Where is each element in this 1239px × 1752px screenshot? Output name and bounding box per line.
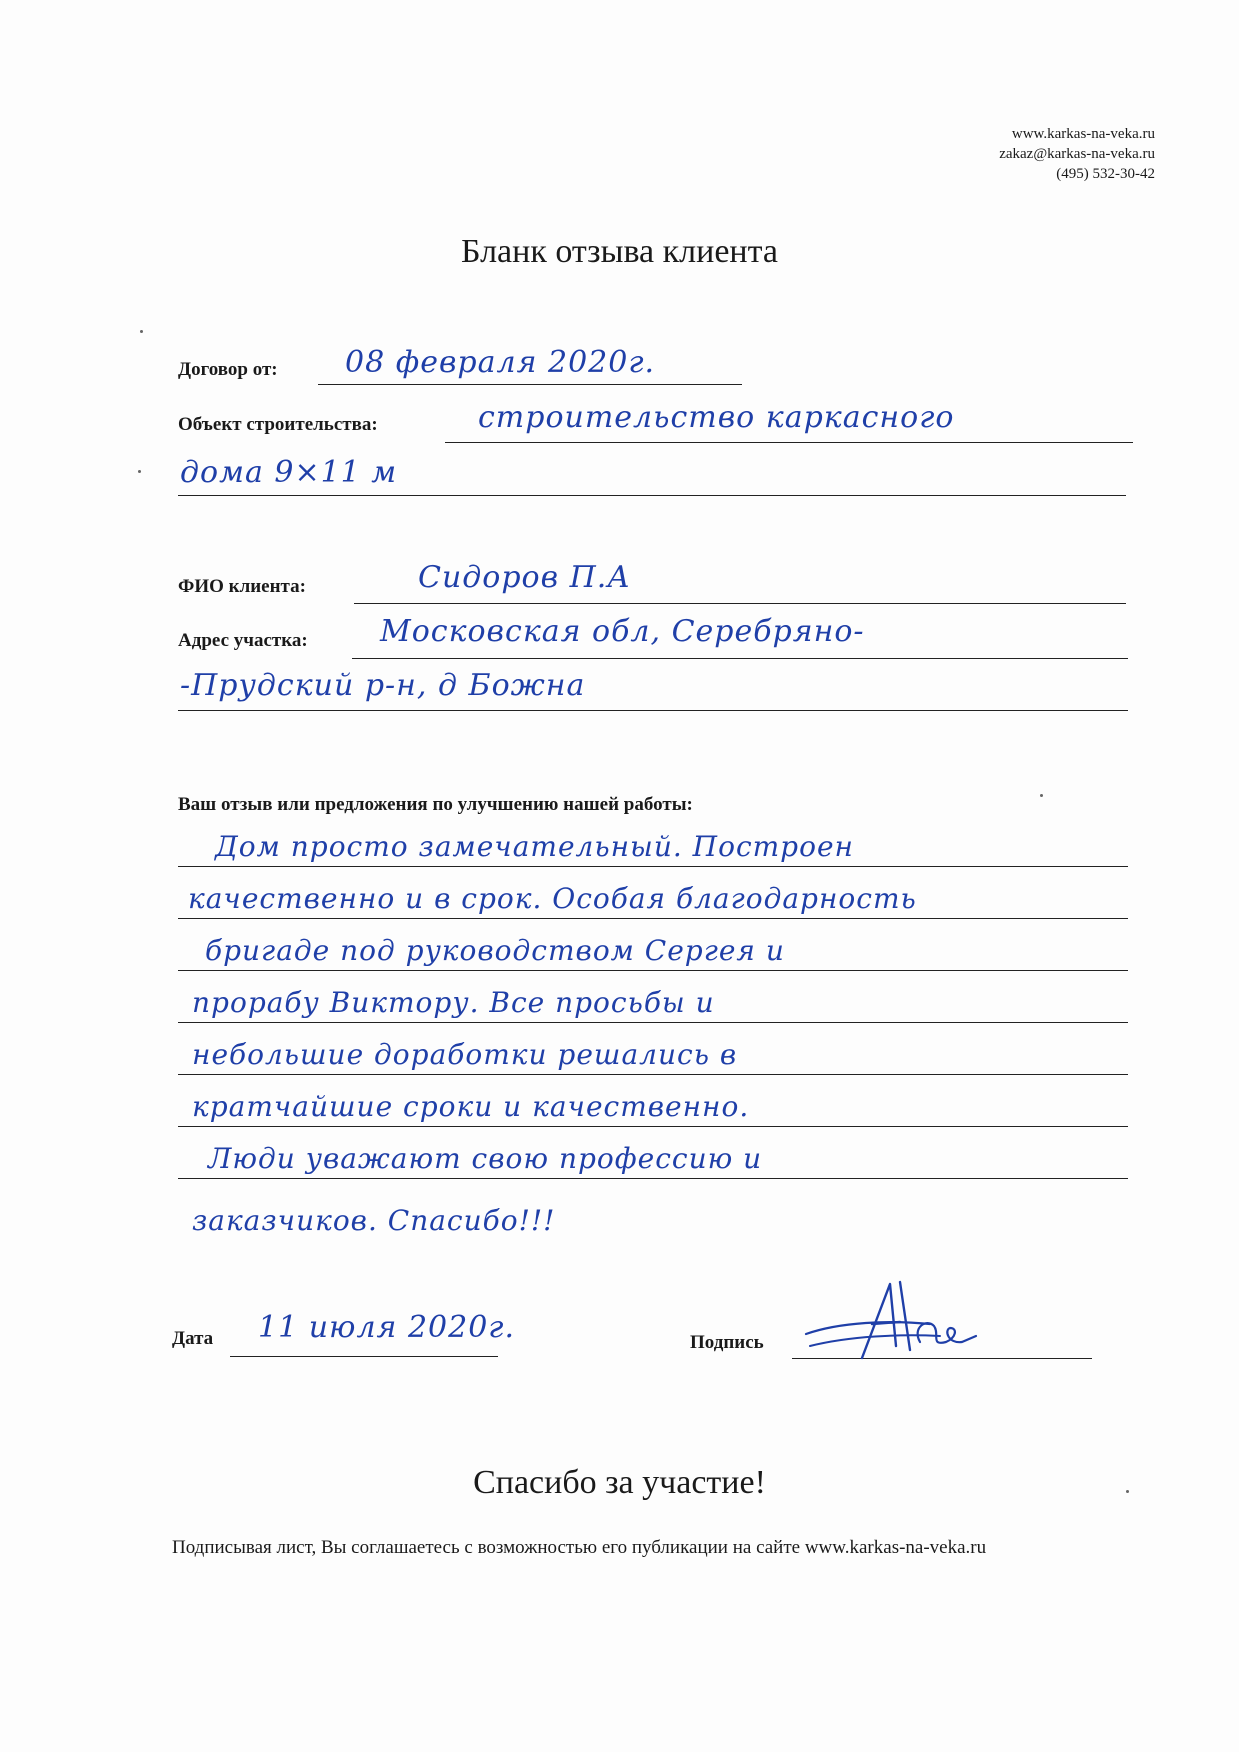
review-text-line: заказчиков. Спасибо!!! <box>192 1204 556 1237</box>
date-label: Дата <box>172 1328 214 1349</box>
review-label: Ваш отзыв или предложения по улучшению нашей работы: <box>178 794 693 815</box>
client-line <box>354 603 1126 604</box>
signature-label: Подпись <box>690 1332 764 1353</box>
contract-label: Договор от: <box>178 359 278 380</box>
object-value-line-2: дома 9×11 м <box>180 455 398 490</box>
object-line-1 <box>445 442 1133 443</box>
review-text-line: кратчайшие сроки и качественно. <box>192 1090 750 1123</box>
website-text: www.karkas-na-veka.ru <box>1011 126 1155 142</box>
client-label: ФИО клиента: <box>178 576 306 597</box>
scan-speck <box>1126 1490 1129 1493</box>
contract-line <box>318 384 742 385</box>
contacts-block <box>999 124 1155 184</box>
object-label: Объект строительства: <box>178 414 378 435</box>
publication-consent-text: Подписывая лист, Вы соглашаетесь с возможностью его публикации на сайте www.karkas-na-veka.ru <box>172 1537 987 1558</box>
review-line <box>178 970 1128 971</box>
email-text: zakaz@karkas-na-veka.ru <box>999 146 1155 162</box>
review-text-line: бригаде под руководством Сергея и <box>205 934 785 967</box>
contract-value: 08 февраля 2020г. <box>345 345 656 380</box>
handwritten-signature <box>800 1262 1000 1362</box>
form-title: Бланк отзыва клиента <box>461 233 778 270</box>
review-text-line: небольшие доработки решались в <box>192 1038 738 1071</box>
review-line <box>178 1126 1128 1127</box>
scan-speck <box>138 470 141 473</box>
review-line <box>178 866 1128 867</box>
review-text-line: качественно и в срок. Особая благодарность <box>188 882 917 915</box>
review-line <box>178 918 1128 919</box>
address-line-2 <box>178 710 1128 711</box>
date-line <box>230 1356 498 1357</box>
thanks-heading: Спасибо за участие! <box>473 1464 766 1501</box>
object-line-2 <box>178 495 1126 496</box>
phone-text: (495) 532-30-42 <box>1056 166 1155 182</box>
scan-speck <box>1040 794 1043 797</box>
date-value: 11 июля 2020г. <box>258 1310 515 1345</box>
address-line-1 <box>352 658 1128 659</box>
scan-speck <box>140 330 143 333</box>
address-value-line-2: -Прудский р-н, д Божна <box>180 668 586 703</box>
review-text-line: Дом просто замечательный. Построен <box>215 830 854 863</box>
review-text-line: прорабу Виктору. Все просьбы и <box>192 986 715 1019</box>
review-line <box>178 1178 1128 1179</box>
object-value-line-1: строительство каркасного <box>478 400 955 435</box>
review-line <box>178 1074 1128 1075</box>
client-value: Сидоров П.А <box>418 560 632 595</box>
address-value-line-1: Московская обл, Серебряно- <box>380 614 865 649</box>
address-label: Адрес участка: <box>178 630 308 651</box>
review-line <box>178 1022 1128 1023</box>
review-text-line: Люди уважают свою профессию и <box>208 1142 763 1175</box>
